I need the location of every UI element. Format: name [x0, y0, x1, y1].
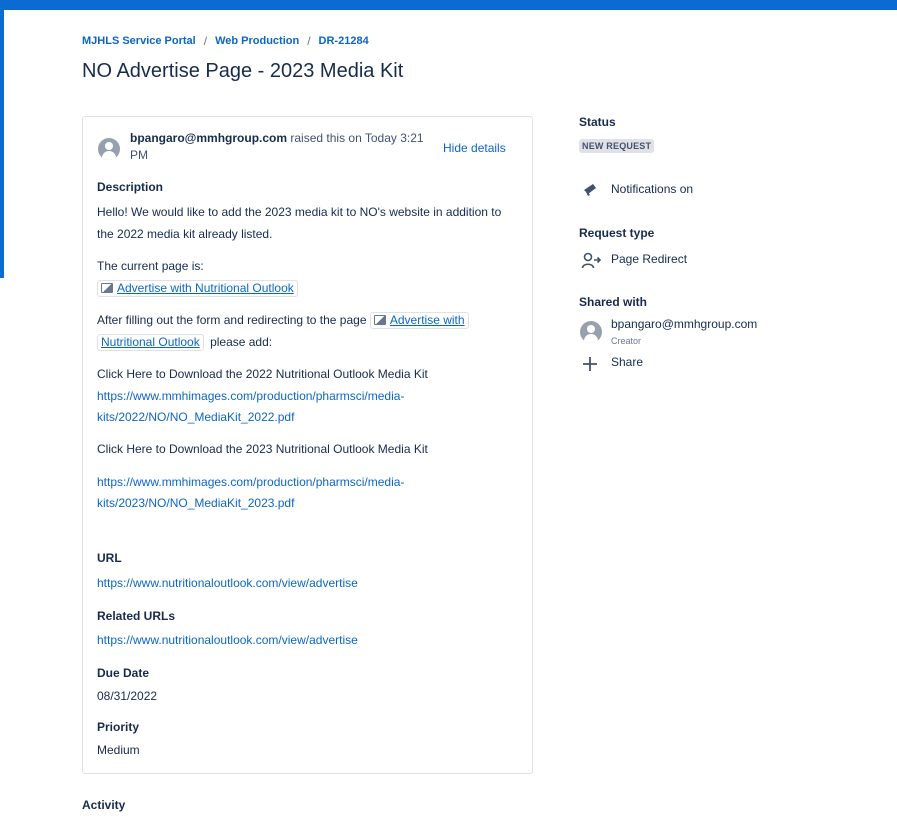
after-text: After filling out the form and redirecting to the page — [97, 313, 367, 327]
raised-text: raised this on Today 3:21 PM — [130, 131, 424, 162]
plus-icon[interactable] — [582, 356, 598, 372]
reporter-name: bpangaro@mmhgroup.com — [130, 131, 288, 145]
related-url-link[interactable]: https://www.nutritionaloutlook.com/view/advertise — [97, 633, 358, 647]
shared-with-label: Shared with — [579, 295, 648, 309]
url-label: URL — [97, 551, 122, 565]
top-bar — [0, 0, 897, 10]
due-date-value: 08/31/2022 — [97, 689, 158, 703]
media-kit-2023-link[interactable]: https://www.mmhimages.com/production/pharmsci/media- — [97, 475, 405, 489]
description-label: Description — [97, 180, 164, 194]
download-2023-text: Click Here to Download the 2023 Nutritional Outlook Media Kit — [97, 442, 428, 456]
shared-user-role: Creator — [611, 336, 642, 346]
activity-heading: Activity — [82, 798, 126, 812]
share-button[interactable]: Share — [611, 355, 644, 369]
breadcrumb-separator: / — [203, 34, 208, 48]
related-urls-label: Related URLs — [97, 609, 176, 623]
breadcrumb-project[interactable]: Web Production — [215, 35, 300, 47]
after-text-row-2 — [97, 334, 272, 351]
request-type-label: Request type — [579, 226, 655, 240]
user-avatar-icon — [580, 321, 602, 343]
advertise-smart-link-2-cont[interactable] — [97, 334, 204, 351]
media-kit-2022-link-cont[interactable]: kits/2022/NO/NO_MediaKit_2022.pdf — [97, 410, 295, 424]
page-icon — [374, 315, 386, 325]
url-value-link[interactable]: https://www.nutritionaloutlook.com/view/advertise — [97, 576, 358, 590]
priority-value: Medium — [97, 743, 140, 757]
due-date-label: Due Date — [97, 666, 150, 680]
breadcrumb-portal[interactable]: MJHLS Service Portal — [82, 35, 196, 47]
current-page-text: The current page is: — [97, 259, 204, 273]
breadcrumb-separator: / — [307, 34, 311, 48]
status-label: Status — [579, 115, 616, 129]
hide-details-link[interactable]: Hide details — [443, 141, 506, 155]
user-avatar-icon — [98, 138, 120, 160]
raised-info — [130, 130, 430, 164]
redirect-icon — [581, 252, 601, 270]
advertise-smart-link-2[interactable] — [370, 312, 469, 329]
description-line: Hello! We would like to add the 2023 media kit to NO's website in addition to — [97, 205, 502, 219]
please-add-text: please add: — [210, 335, 273, 349]
smart-link-label: Advertise with Nutritional Outlook — [117, 281, 294, 295]
media-kit-2023-link-cont[interactable]: kits/2023/NO/NO_MediaKit_2023.pdf — [97, 496, 295, 510]
page-icon — [101, 283, 113, 293]
request-type-value: Page Redirect — [611, 252, 688, 266]
breadcrumb — [82, 34, 369, 48]
notifications-toggle[interactable]: Notifications on — [611, 182, 694, 196]
download-2022-text: Click Here to Download the 2022 Nutritional Outlook Media Kit — [97, 367, 428, 381]
shared-user: bpangaro@mmhgroup.com — [611, 317, 758, 331]
smart-link-label: Advertise with — [389, 313, 465, 327]
smart-link-row — [97, 280, 298, 297]
smart-link-label: Nutritional Outlook — [101, 335, 200, 349]
status-badge: NEW REQUEST — [579, 139, 654, 153]
priority-label: Priority — [97, 720, 140, 734]
description-line: the 2022 media kit already listed. — [97, 227, 273, 241]
megaphone-icon[interactable] — [582, 181, 600, 197]
after-text-row — [97, 312, 469, 329]
page-title: NO Advertise Page - 2023 Media Kit — [82, 60, 404, 82]
breadcrumb-issue[interactable]: DR-21284 — [318, 35, 369, 47]
media-kit-2022-link[interactable]: https://www.mmhimages.com/production/pharmsci/media- — [97, 389, 405, 403]
advertise-smart-link[interactable] — [97, 280, 298, 297]
